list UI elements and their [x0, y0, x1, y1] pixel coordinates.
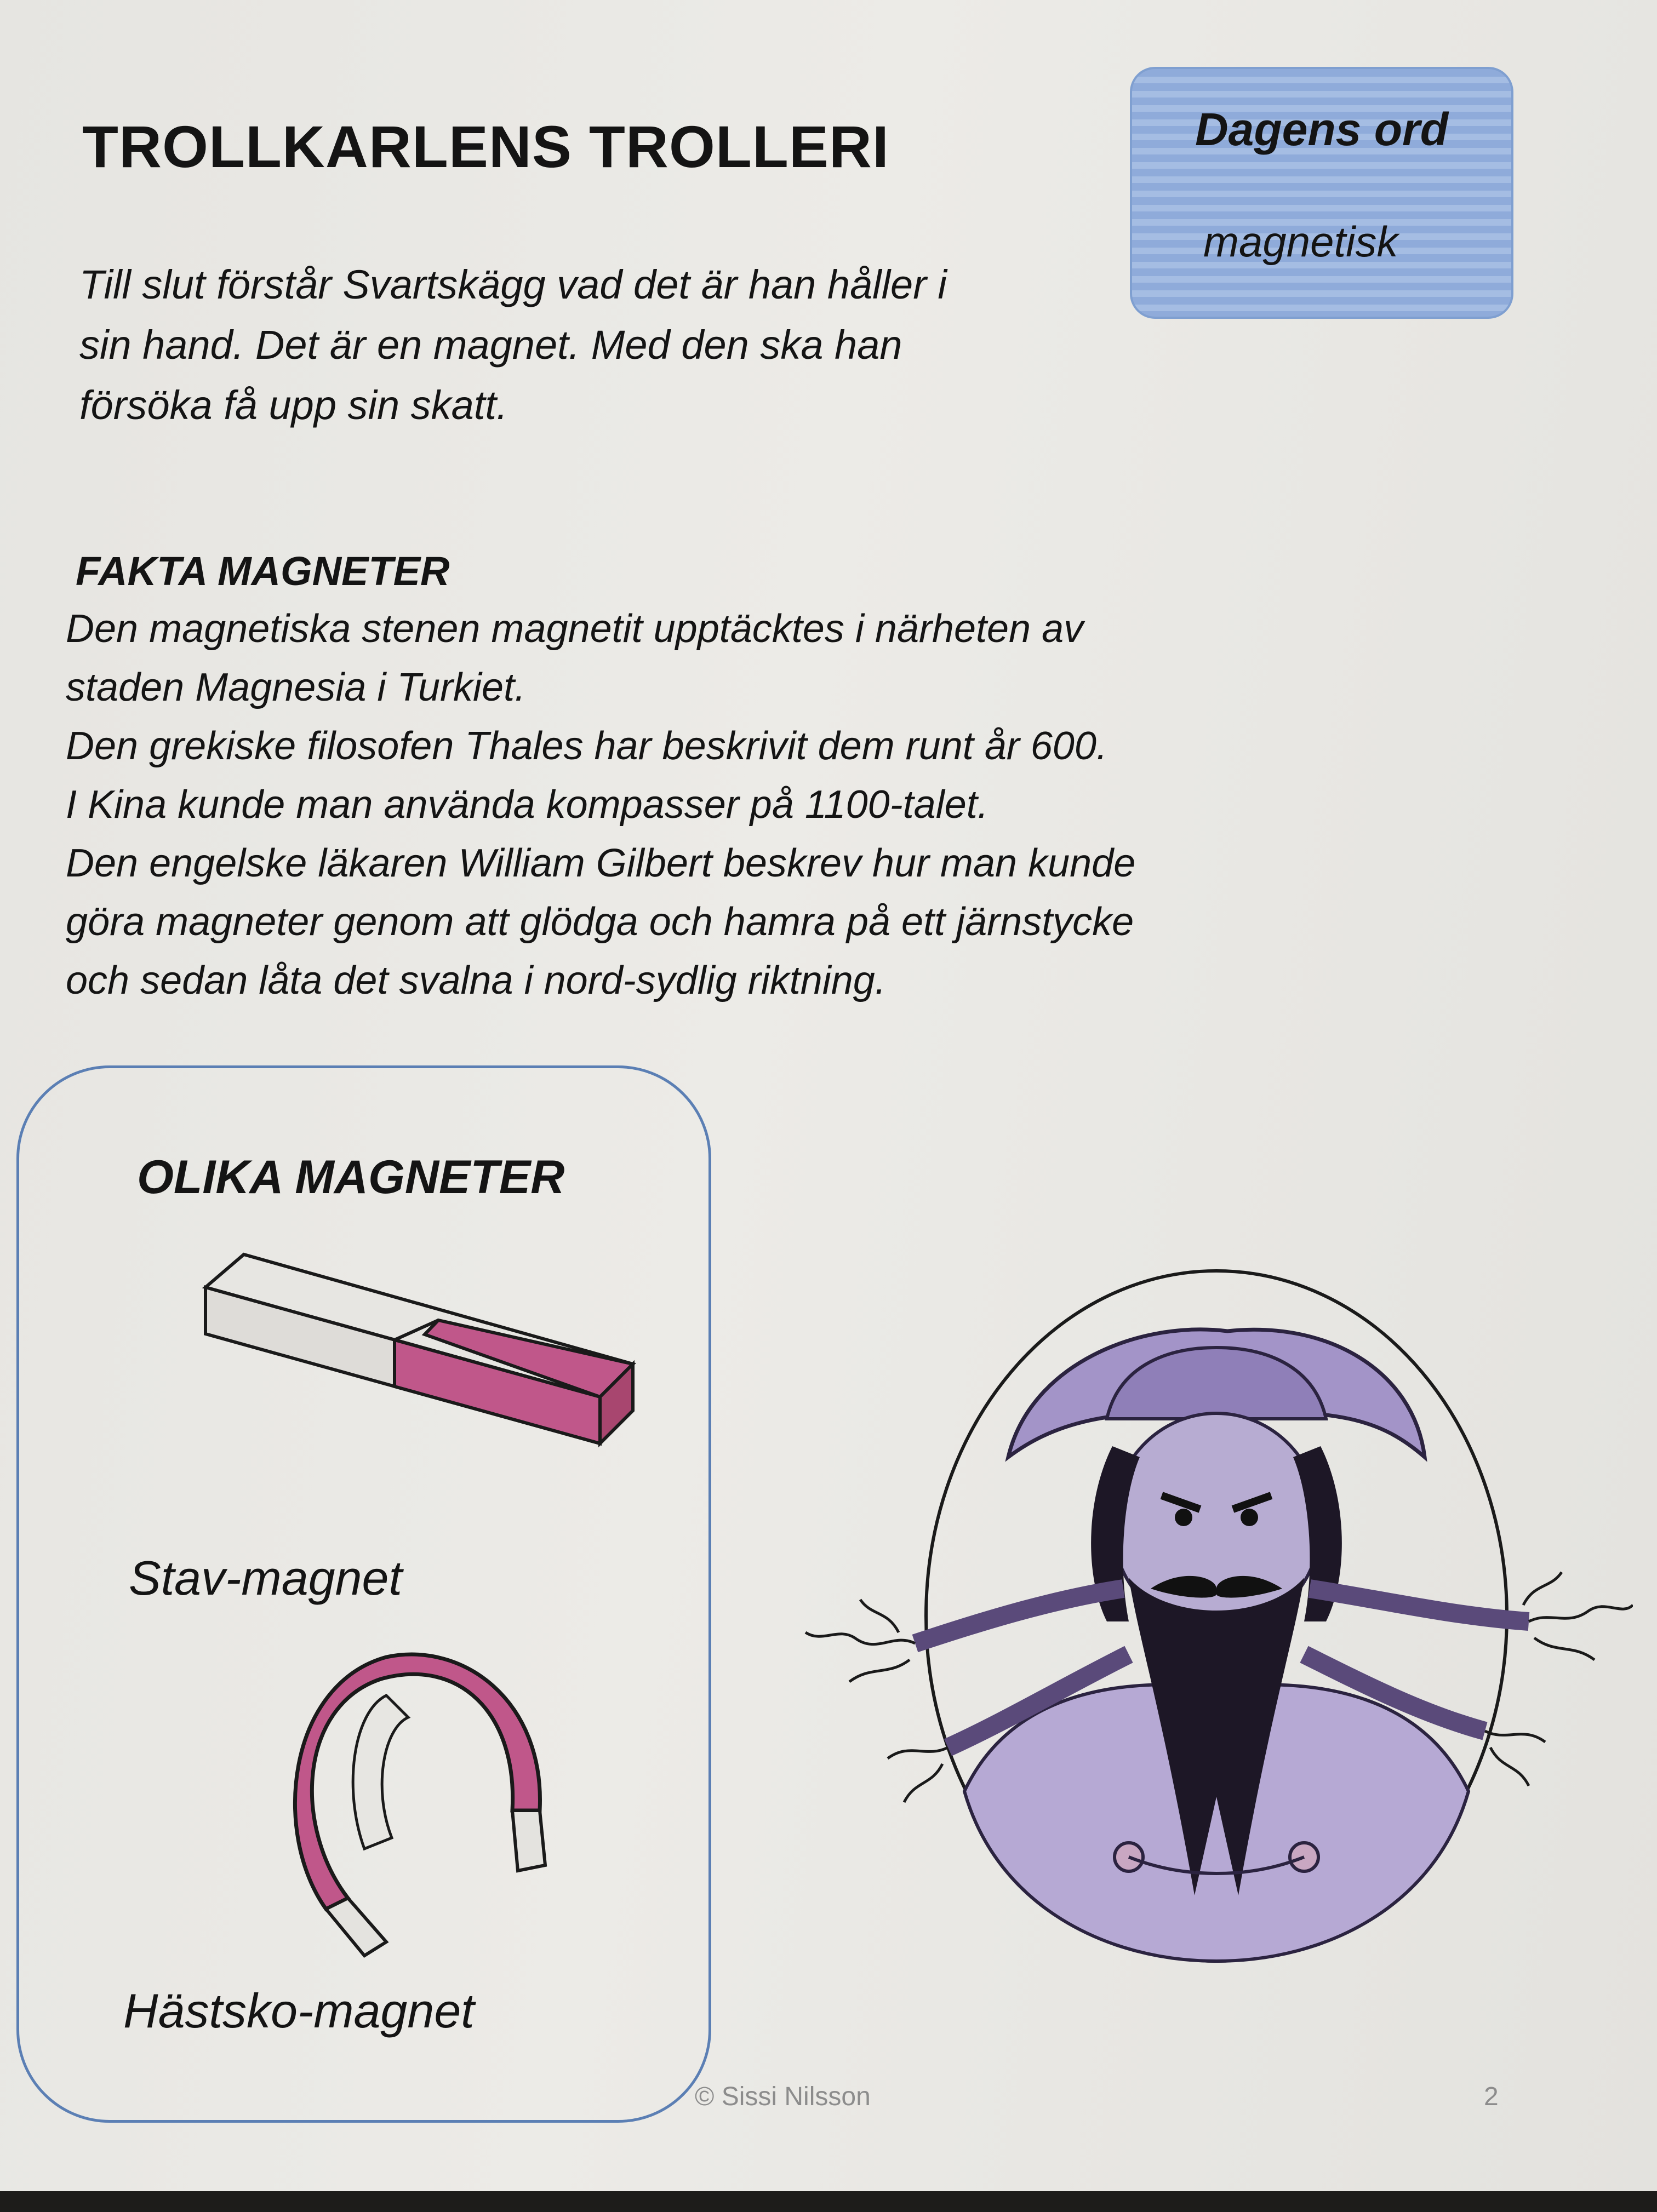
fact-line: Den grekiske filosofen Thales har beskrivit dem runt år 600.	[66, 724, 1107, 768]
magnet-types-box	[16, 1065, 711, 2123]
page-number: 2	[1484, 2082, 1499, 2111]
fact-line: göra magneter genom att glödga och hamra på ett järnstycke	[66, 900, 1134, 944]
pirate-blackbeard-illustration	[800, 1238, 1633, 1972]
page-title: TROLLKARLENS TROLLERI	[82, 113, 889, 180]
word-box-title: Dagens ord	[1195, 104, 1449, 155]
fact-line: staden Magnesia i Turkiet.	[66, 666, 526, 709]
facts-heading: FAKTA MAGNETER	[76, 548, 450, 594]
photo-edge-band	[0, 2191, 1657, 2212]
fact-line: Den engelske läkaren William Gilbert beskrev hur man kunde	[66, 841, 1136, 885]
fact-line: I Kina kunde man använda kompasser på 1100-talet.	[66, 783, 989, 827]
intro-paragraph	[79, 255, 1110, 435]
fact-line: och sedan låta det svalna i nord-sydlig riktning.	[66, 959, 886, 1002]
word-of-the-day: magnetisk	[1203, 217, 1398, 266]
bar-magnet-illustration	[184, 1233, 655, 1517]
intro-line: Till slut förstår Svartskägg vad det är han håller i	[79, 262, 947, 307]
facts-list	[66, 600, 1436, 1010]
horseshoe-magnet-label: Hästsko-magnet	[123, 1984, 475, 2038]
horseshoe-magnet-illustration	[282, 1646, 589, 1964]
intro-line: försöka få upp sin skatt.	[79, 382, 508, 428]
fact-line: Den magnetiska stenen magnetit upptäcktes i närheten av	[66, 607, 1084, 651]
copyright-footer: © Sissi Nilsson	[695, 2082, 871, 2111]
word-of-the-day-box	[1130, 67, 1513, 319]
magnet-types-heading: OLIKA MAGNETER	[137, 1151, 565, 1204]
intro-line: sin hand. Det är en magnet. Med den ska han	[79, 322, 902, 368]
bar-magnet-label: Stav-magnet	[129, 1551, 402, 1605]
